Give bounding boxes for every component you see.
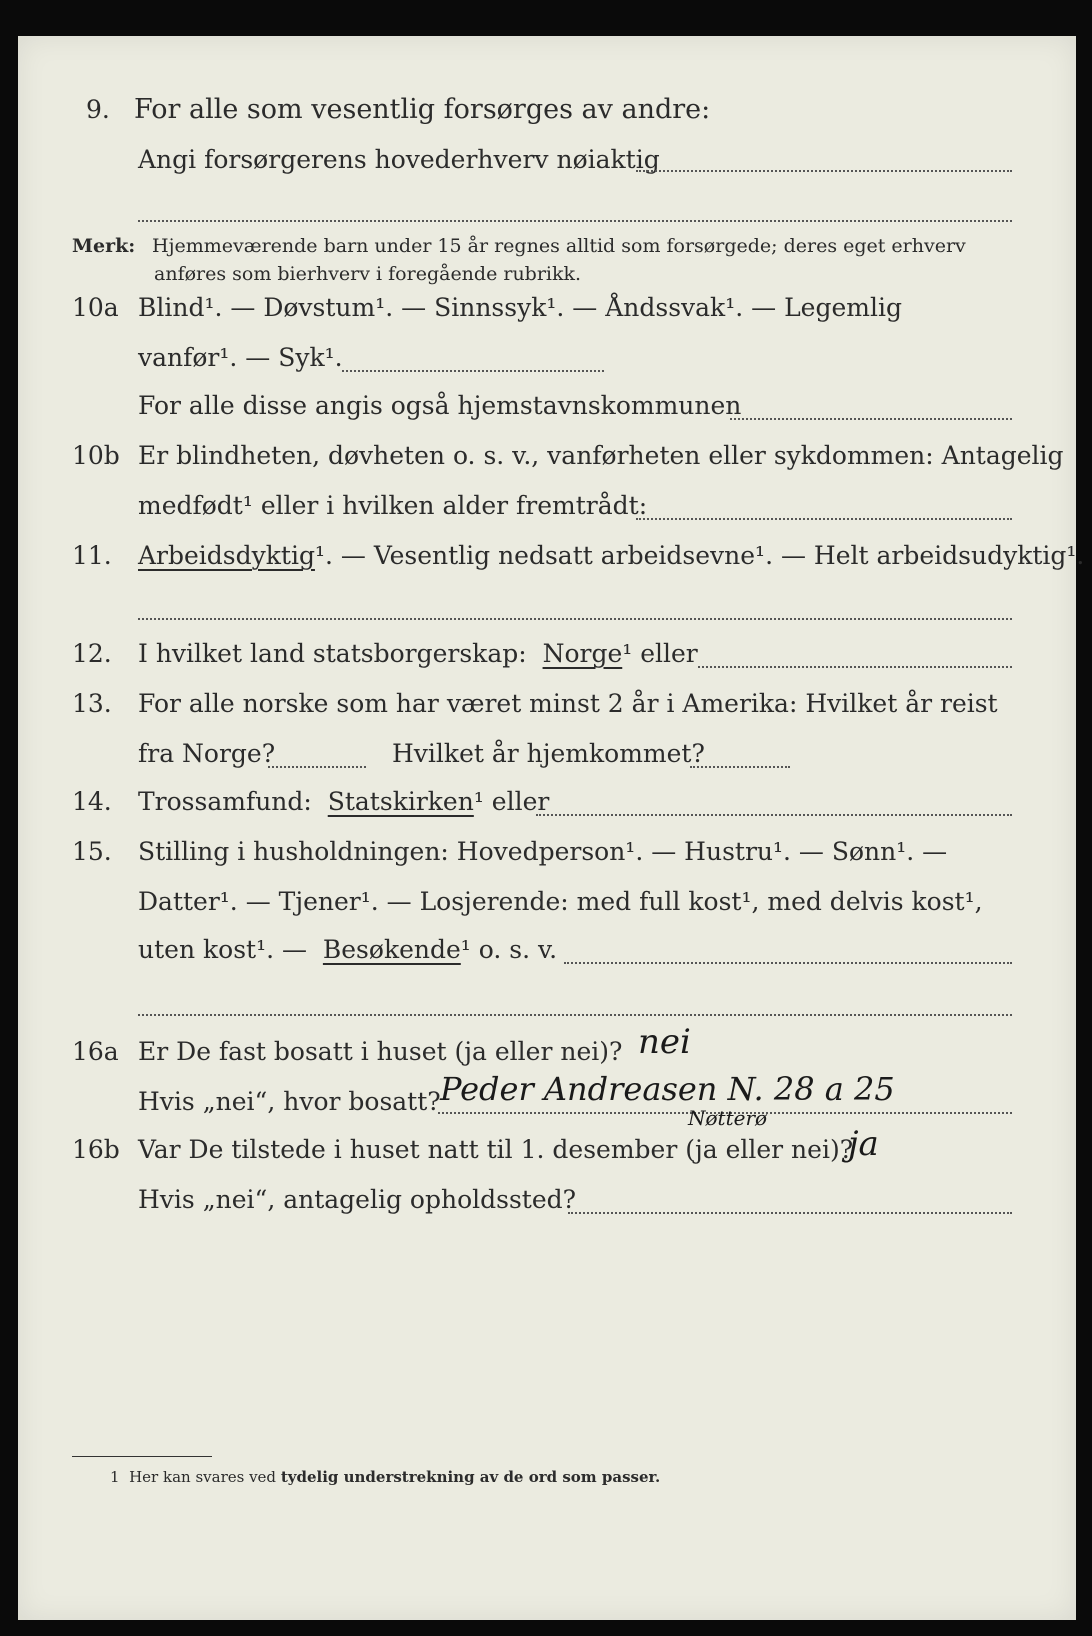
q12-pre: I hvilket land statsborgerskap: — [138, 639, 527, 668]
q16a-line2: Hvis „nei“, hvor bosatt? — [138, 1087, 441, 1116]
q16a-handwritten-answer1: nei — [638, 1022, 691, 1062]
q11-number: 11. — [72, 541, 112, 570]
q10b-line1: Er blindheten, døvheten o. s. v., vanførheten eller sykdommen: Antagelig — [138, 441, 1064, 470]
q11-underlined-arbeidsdyktig: Arbeidsdyktig — [138, 541, 315, 570]
q9-answer-line[interactable] — [636, 170, 1012, 172]
q13-reist-line[interactable] — [268, 766, 366, 768]
q10b-number: 10b — [72, 441, 120, 470]
q16a-handwritten-answer2b: Nøtterø — [688, 1106, 768, 1130]
q15-line3 — [138, 934, 557, 966]
footnote-bold: tydelig understrekning av de ord som passer. — [280, 1468, 661, 1486]
q11-answer-line[interactable] — [138, 618, 1012, 620]
q10a-line2: vanfør¹. — Syk¹. — [138, 343, 343, 372]
q13-line1: For alle norske som har været minst 2 år i Amerika: Hvilket år reist — [138, 689, 998, 718]
q12-post: ¹ eller — [622, 639, 698, 668]
merk-line2: anføres som bierhverv i foregående rubrikk. — [154, 263, 582, 285]
q13-number: 13. — [72, 689, 112, 718]
q14-answer-line[interactable] — [536, 814, 1012, 816]
q15-line3-post: ¹ o. s. v. — [460, 935, 558, 964]
q13-hjemkommet-line[interactable] — [690, 766, 790, 768]
q9-line2: Angi forsørgerens hovederhverv nøiaktig — [138, 145, 660, 174]
census-form-page — [18, 36, 1085, 1620]
q15-number: 15. — [72, 837, 112, 866]
q9-number: 9. — [86, 95, 110, 124]
q10b-line2: medfødt¹ eller i hvilken alder fremtrådt: — [138, 491, 648, 520]
q10a-line3: For alle disse angis også hjemstavnskommunen — [138, 391, 742, 420]
q10a-answer-line[interactable] — [342, 370, 604, 372]
q16a-number: 16a — [72, 1037, 119, 1066]
q15-answer-line[interactable] — [564, 962, 1012, 964]
q15-line2: Datter¹. — Tjener¹. — Losjerende: med full kost¹, med delvis kost¹, — [138, 887, 983, 916]
q15-underlined-besokende: Besøkende — [322, 935, 461, 964]
q16b-handwritten-answer1: ja — [848, 1124, 879, 1164]
q10a-hjemstavn-line[interactable] — [730, 418, 1012, 420]
merk-label: Merk: — [72, 235, 136, 257]
q16b-number: 16b — [72, 1135, 120, 1164]
q12-answer-line[interactable] — [698, 666, 1012, 668]
q11-line — [138, 540, 1084, 572]
q10a-number: 10a — [72, 293, 119, 322]
q16b-line2: Hvis „nei“, antagelig opholdssted? — [138, 1185, 577, 1214]
footnote-rule — [72, 1456, 212, 1457]
footnote-mark: 1 — [110, 1468, 120, 1486]
q14-underlined-statskirken: Statskirken — [327, 787, 474, 816]
q13-line2a: fra Norge? — [138, 739, 276, 768]
q11-rest: ¹. — Vesentlig nedsatt arbeidsevne¹. — Helt arbeidsudyktig¹. — [314, 541, 1085, 570]
q14-number: 14. — [72, 787, 112, 816]
q14-post: ¹ eller — [473, 787, 550, 816]
q12-number: 12. — [72, 639, 112, 668]
q9-line1: For alle som vesentlig forsørges av andre: — [134, 94, 711, 125]
q12-line — [138, 638, 698, 670]
q14-pre: Trossamfund: — [138, 787, 312, 816]
q10a-line1: Blind¹. — Døvstum¹. — Sinnssyk¹. — Åndssvak¹. — Legemlig — [138, 293, 902, 322]
q9-answer-line-2[interactable] — [138, 220, 1012, 222]
footnote — [110, 1466, 660, 1488]
q15-answer-line-2[interactable] — [138, 1014, 1012, 1016]
q15-line1: Stilling i husholdningen: Hovedperson¹. — Hustru¹. — Sønn¹. — — [138, 837, 948, 866]
q13-line2b: Hvilket år hjemkommet? — [392, 739, 705, 768]
q16b-line1: Var De tilstede i huset natt til 1. desember (ja eller nei)? — [138, 1135, 854, 1164]
q16b-opholdssted-line[interactable] — [568, 1212, 1012, 1214]
q16a-line1: Er De fast bosatt i huset (ja eller nei)? — [138, 1037, 623, 1066]
q10b-answer-line[interactable] — [636, 518, 1012, 520]
footnote-pre: Her kan svares ved — [129, 1468, 277, 1486]
q15-line3-pre: uten kost¹. — — [138, 935, 307, 964]
q14-line — [138, 786, 549, 818]
q16a-handwritten-answer2: Peder Andreasen N. 28 a 25 — [440, 1070, 895, 1108]
merk-line1: Hjemmeværende barn under 15 år regnes alltid som forsørgede; deres eget erhverv — [152, 235, 966, 257]
q12-underlined-norge: Norge — [542, 639, 623, 668]
